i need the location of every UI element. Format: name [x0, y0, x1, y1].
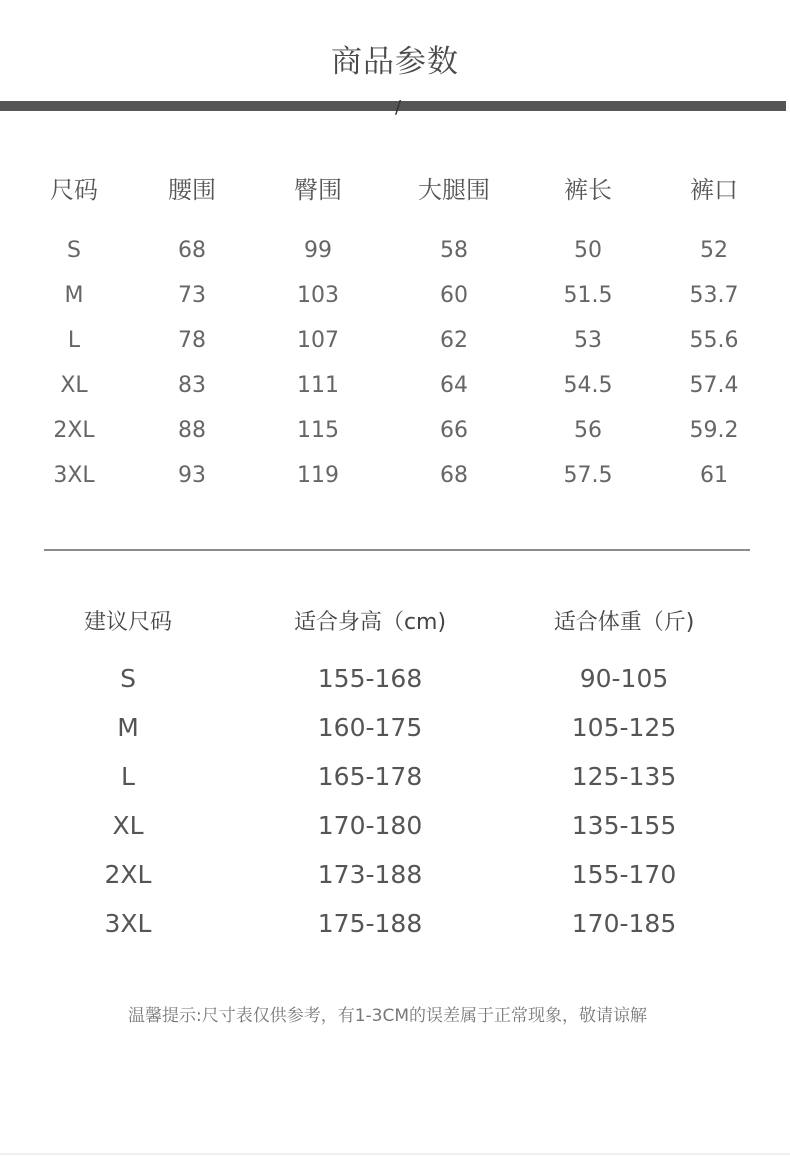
table-cell: 170-180 — [317, 811, 423, 840]
table-cell: 68 — [178, 238, 206, 263]
table-cell: 57.5 — [563, 463, 613, 488]
table-cell: 61 — [700, 463, 728, 488]
table-cell: 57.4 — [689, 373, 739, 398]
fit-header-height: 适合身高（cm) — [293, 610, 447, 635]
table-cell: 53.7 — [689, 283, 739, 308]
table-cell: L — [67, 328, 81, 353]
table-cell: 103 — [297, 283, 339, 308]
table-row — [14, 238, 774, 263]
table-cell: 173-188 — [317, 860, 423, 889]
table-cell: 115 — [297, 418, 339, 443]
table-cell: 3XL — [53, 463, 95, 488]
size-header-length: 裤长 — [564, 176, 612, 204]
table-cell: 64 — [440, 373, 468, 398]
table-cell: 83 — [178, 373, 206, 398]
table-row — [28, 713, 768, 742]
table-cell: 88 — [178, 418, 206, 443]
table-cell: S — [67, 238, 81, 263]
table-cell: 155-168 — [317, 664, 423, 693]
table-row — [14, 418, 774, 443]
table-cell: 119 — [297, 463, 339, 488]
table-cell: 51.5 — [563, 283, 613, 308]
table-cell: XL — [60, 373, 88, 398]
size-note: 温馨提示:尺寸表仅供参考，有1-3CM的误差属于正常现象，敬请谅解 — [127, 1006, 648, 1026]
fit-header-weight: 适合体重（斤) — [553, 610, 695, 635]
fit-table-header — [28, 605, 768, 636]
table-cell: 170-185 — [571, 909, 677, 938]
table-cell: 54.5 — [563, 373, 613, 398]
table-cell: 90-105 — [579, 664, 669, 693]
table-row — [14, 373, 774, 398]
table-cell: 105-125 — [571, 713, 677, 742]
table-row — [14, 283, 774, 308]
table-row — [28, 762, 768, 791]
size-header-size: 尺码 — [50, 176, 98, 204]
divider-mark: / — [395, 97, 402, 118]
table-cell: 160-175 — [317, 713, 423, 742]
table-cell: 93 — [178, 463, 206, 488]
table-cell: 111 — [297, 373, 339, 398]
table-cell: M — [64, 283, 84, 308]
table-cell: L — [121, 762, 135, 791]
table-cell: 175-188 — [317, 909, 423, 938]
table-cell: S — [120, 664, 136, 693]
table-cell: 107 — [297, 328, 339, 353]
table-cell: 66 — [440, 418, 468, 443]
table-cell: 135-155 — [571, 811, 677, 840]
size-header-thigh: 大腿围 — [418, 176, 490, 204]
bottom-divider — [0, 1153, 790, 1155]
table-cell: 99 — [304, 238, 332, 263]
section-divider — [44, 549, 750, 551]
title-divider-bar — [0, 101, 786, 111]
table-cell: 56 — [574, 418, 602, 443]
table-row — [28, 909, 768, 938]
table-cell: 78 — [178, 328, 206, 353]
table-cell: 62 — [440, 328, 468, 353]
table-cell: 68 — [440, 463, 468, 488]
table-row — [28, 811, 768, 840]
table-cell: 73 — [178, 283, 206, 308]
size-header-hem: 裤口 — [690, 176, 738, 204]
table-row — [28, 860, 768, 889]
table-cell: 165-178 — [317, 762, 423, 791]
table-row — [14, 463, 774, 488]
table-cell: XL — [112, 811, 144, 840]
table-cell: 53 — [574, 328, 602, 353]
page-title: 商品参数 — [331, 44, 459, 80]
table-cell: 2XL — [104, 860, 152, 889]
table-cell: 59.2 — [689, 418, 739, 443]
size-table-header — [14, 170, 774, 205]
table-row — [28, 664, 768, 693]
fit-header-size: 建议尺码 — [83, 610, 172, 635]
table-cell: 155-170 — [571, 860, 677, 889]
table-cell: M — [117, 713, 139, 742]
table-cell: 60 — [440, 283, 468, 308]
table-cell: 50 — [574, 238, 602, 263]
table-cell: 3XL — [104, 909, 152, 938]
table-cell: 52 — [700, 238, 728, 263]
table-cell: 2XL — [53, 418, 95, 443]
table-cell: 125-135 — [571, 762, 677, 791]
size-header-hip: 臀围 — [294, 176, 342, 204]
table-row — [14, 328, 774, 353]
size-header-waist: 腰围 — [168, 176, 216, 204]
table-cell: 55.6 — [689, 328, 739, 353]
table-cell: 58 — [440, 238, 468, 263]
